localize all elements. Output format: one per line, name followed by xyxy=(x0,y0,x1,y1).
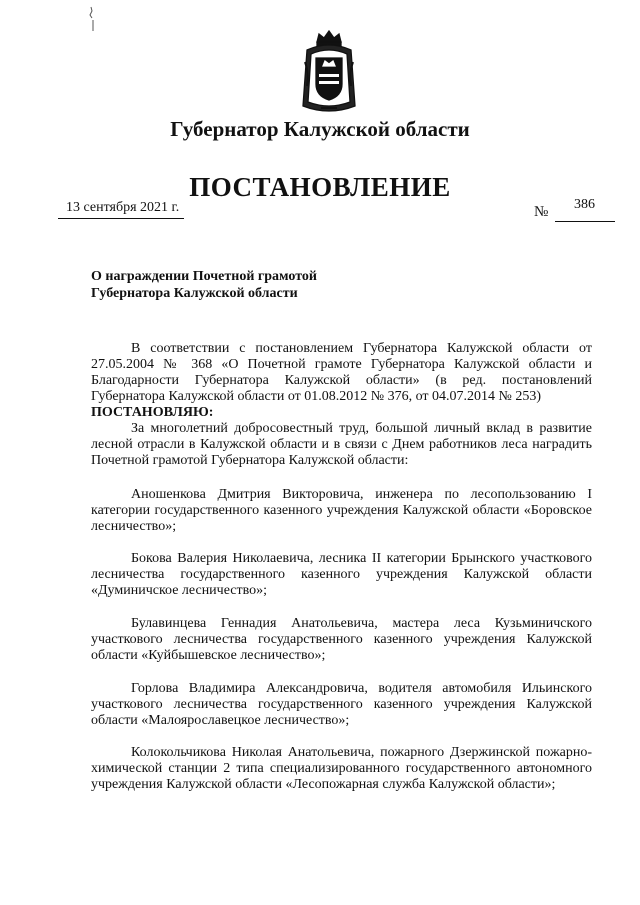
document-type-title: ПОСТАНОВЛЕНИЕ xyxy=(189,172,451,202)
awardee-item: Бокова Валерия Николаевича, лесника II категории Брынского участкового лесничества государственного казенного учреждения Калужской области «Думиничское лесничество»; xyxy=(91,551,592,598)
number-underline xyxy=(555,221,615,222)
preamble-text: В соответствии с постановлением Губернатора Калужской области от 27.05.2004 № 368 «О Почетной грамоте Губернатора Калужской области и Благодарности Губернатора Калужской области» (в ред. постановлений Губернатора Калужской области от 01.08.2012 № 376, от 04.07.2014 № 253) xyxy=(91,341,592,404)
stray-pen-mark xyxy=(88,6,96,32)
document-date: 13 сентября 2021 г. xyxy=(66,200,180,215)
awardee-item: Горлова Владимира Александровича, водителя автомобиля Ильинского участкового лесничества государственного казенного учреждения Калужской области «Малоярославецкое лесничество»; xyxy=(91,681,592,728)
date-underline xyxy=(58,218,184,219)
document-subject xyxy=(91,268,421,302)
authority-title: Губернатор Калужской области xyxy=(170,117,470,141)
awardee-item: Булавинцева Геннадия Анатольевича, мастера леса Кузьминичского участкового лесничества государственного казенного учреждения Калужской области «Куйбышевское лесничество»; xyxy=(91,616,592,663)
subject-line-1: О награждении Почетной грамотой xyxy=(91,269,317,284)
preamble-paragraph xyxy=(91,341,592,421)
awardee-item: Колокольчикова Николая Анатольевича, пожарного Дзержинской пожарно-химической станции 2 типа специализированного государственного автономного учреждения Калужской области «Лесопожарная служба Калужской области»; xyxy=(91,745,592,792)
decree-word: ПОСТАНОВЛЯЮ: xyxy=(91,405,214,420)
number-sign: № xyxy=(534,204,549,220)
document-number: 386 xyxy=(574,197,595,212)
decision-paragraph: За многолетний добросовестный труд, большой личный вклад в развитие лесной отрасли в Калужской области и в связи с Днем работников леса наградить Почетной грамотой Губернатора Калужской области: xyxy=(91,421,592,468)
subject-line-2: Губернатора Калужской области xyxy=(91,286,298,301)
coat-of-arms-icon xyxy=(297,28,361,114)
awardee-item: Аношенкова Дмитрия Викторовича, инженера по лесопользованию I категории государственного казенного учреждения Калужской области «Боровское лесничество»; xyxy=(91,487,592,534)
